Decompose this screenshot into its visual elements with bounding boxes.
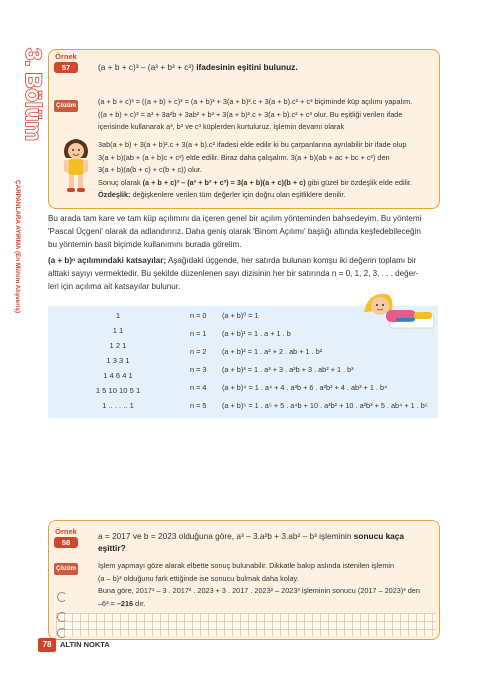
pascal-row: 1 — [115, 311, 121, 320]
chapter-subtitle: ÇARPANLARA AYIRMA (En Mühim Alışveriş) — [14, 180, 21, 314]
intro-line: bu yöntemin basit biçimde kullanımını burada görelim. — [48, 239, 242, 249]
question-emphasis: sonucu kaça — [353, 531, 405, 541]
solution-line: (a – b)³ olduğunu fark ettiğinde ise sonucu bulmak daha kolay. — [98, 573, 299, 583]
pascal-row: 1 1 — [112, 326, 124, 335]
n-label: n = 3 — [190, 365, 207, 374]
binder-ring-icon — [57, 612, 67, 622]
note-text: değişkenlere verilen tüm değerler için doğru olan eşitliklere denilir. — [130, 190, 346, 200]
result-value: –216 — [116, 598, 134, 608]
binder-ring-icon — [57, 592, 67, 602]
expansion-row: (a + b)² = 1 . a² + 2 . ab + 1 . b² — [222, 347, 323, 356]
result-prefix: Sonuç olarak — [98, 177, 143, 187]
example-number: 58 — [54, 537, 78, 548]
chapter-subtitle-strip — [8, 180, 28, 350]
expansion-row: (a + b)⁵ = 1 . a⁵ + 5 . a⁴b + 10 . a³b² + 10 . a²b³ + 5 . ab⁴ + 1 . b⁵ — [222, 401, 428, 410]
pascal-row: 1 5 10 10 5 1 — [95, 386, 141, 395]
binomial-line: alttaki sayıyı vermektedir. Bu şekilde düzenlenen sayı dizisinin her bir satırında n = 0, 1, 2, 3, . . . değer- — [48, 268, 419, 278]
example-57-badge — [54, 52, 78, 73]
solution-line: Buna göre, 2017³ – 3 . 2017² . 2023 + 3 . 2017 . 2023² – 2023³ işleminin sonucu (2017 – 2023)³ den — [98, 586, 420, 596]
n-label: n = 0 — [190, 311, 207, 320]
binomial-line: leri için açılıma ait katsayılar bulunur. — [48, 281, 181, 291]
chapter-title: 3. Bölüm — [21, 48, 46, 141]
intro-line: 'Pascal Üçgeni' olarak da adlandırırız. Daha geniş olarak 'Binom Açılımı' başlığı altında keşfedebileceğin — [48, 226, 421, 236]
n-label: n = 2 — [190, 347, 207, 356]
n-label: n = 5 — [190, 401, 207, 410]
expansion-row: (a + b)⁰ = 1 — [222, 311, 259, 320]
pascal-row: 1 .. . . .. 1 — [102, 401, 134, 410]
publisher-brand: ALTIN NOKTA — [60, 640, 110, 649]
result-suffix: gibi güzel bir özdeşlik elde edilir. — [305, 177, 412, 187]
intro-line: Bu arada tam kare ve tam küp açılımını da içeren genel bir açılım yönteminden bahsedeyim. Bu yöntemi — [48, 214, 422, 223]
result-line — [98, 177, 436, 190]
binder-ring-icon — [57, 628, 67, 638]
question-text: ifadesinin eşitini bulunuz. — [196, 62, 298, 72]
example-58-badge — [54, 527, 78, 548]
child-drawing-illustration — [360, 282, 440, 332]
solution-line: içerisinde kullanarak a³, b³ ve c³ küplerden kurtuluruz. İşlemin devamı olarak — [98, 122, 345, 132]
example-number: 57 — [54, 62, 78, 73]
binomial-heading: (a + b)ⁿ açılımındaki katsayılar; — [48, 256, 167, 265]
example-58-question — [98, 530, 433, 554]
expansion-row: (a + b)³ = 1 . a³ + 3 . a²b + 3 . ab² + 1 . b³ — [222, 365, 354, 374]
solution-line: 3ab(a + b) + 3(a + b)².c + 3(a + b).c² ifadesi elde edilir ki bu çarpanlarına ayrılabilir bir ifade olup — [98, 140, 407, 149]
intro-paragraph — [48, 213, 443, 251]
pascal-row: 1 4 6 4 1 — [103, 371, 133, 380]
example-label: Örnek — [55, 52, 77, 61]
question-expression: (a + b + c)³ – (a³ + b³ + c³) — [98, 62, 194, 72]
question-emphasis: eşittir? — [98, 543, 126, 553]
solution-line: 3(a + b)(a(b + c) + c(b + c)) olur. — [98, 165, 202, 175]
solution-line: 3(a + b)(ab + (a + b)c + c²) elde edilir. Biraz daha çalışalım. 3(a + b)(ab + ac + bc + c²) den — [98, 152, 390, 162]
example-57-solution — [98, 96, 436, 134]
result-identity: (a + b + c)³ – (a³ + b³ + c³) = 3(a + b)(a + c)(b + c) — [142, 177, 306, 187]
question-text: a = 2017 ve b = 2023 olduğuna göre, a³ – 3.a²b + 3.ab² – b³ işleminin — [98, 531, 354, 541]
binomial-line: Aşağıdaki üçgende, her satırda bulunan komşu iki değerin toplamı bir — [166, 256, 417, 265]
result-prefix: –6³ = — [98, 598, 117, 608]
note-line — [98, 189, 436, 202]
n-label: n = 4 — [190, 383, 207, 392]
example-58-solution — [98, 560, 436, 610]
pascal-row: 1 3 3 1 — [106, 356, 130, 365]
result-suffix: dır. — [133, 598, 146, 608]
expansion-row: (a + b)¹ = 1 . a + 1 . b — [222, 329, 291, 338]
example-57-question — [98, 62, 298, 72]
note-label: Özdeşlik: — [98, 190, 131, 200]
girl-illustration — [56, 134, 96, 194]
pascal-row: 1 2 1 — [109, 341, 127, 350]
solution-badge: Çözüm — [54, 100, 78, 112]
example-label: Örnek — [55, 527, 77, 536]
page-number: 78 — [38, 638, 56, 652]
solution-result-line — [98, 598, 436, 611]
solution-line: İşlem yapmayı göze alarak elbette sonuç bulunabilir. Dikkatle bakıp aslında istenilen işlemin — [98, 561, 395, 570]
notes-grid — [56, 613, 436, 636]
solution-line: (a + b + c)³ = ((a + b) + c)³ = (a + b)³ + 3(a + b)².c + 3(a + b).c² + c³ biçiminde küp açılımı yapalım. — [98, 97, 413, 106]
solution-badge: Çözüm — [54, 563, 78, 575]
expansion-row: (a + b)⁴ = 1 . a⁴ + 4 . a³b + 6 . a²b² + 4 . ab³ + 1 . b⁴ — [222, 383, 388, 392]
n-label: n = 1 — [190, 329, 207, 338]
solution-line: ((a + b) + c)³ = a³ + 3a²b + 3ab² + b³ + 3(a + b)².c + 3(a + b).c² + c³ olur. Bu eşitliği verilen ifade — [98, 109, 403, 119]
example-57-solution-cont — [98, 139, 436, 202]
